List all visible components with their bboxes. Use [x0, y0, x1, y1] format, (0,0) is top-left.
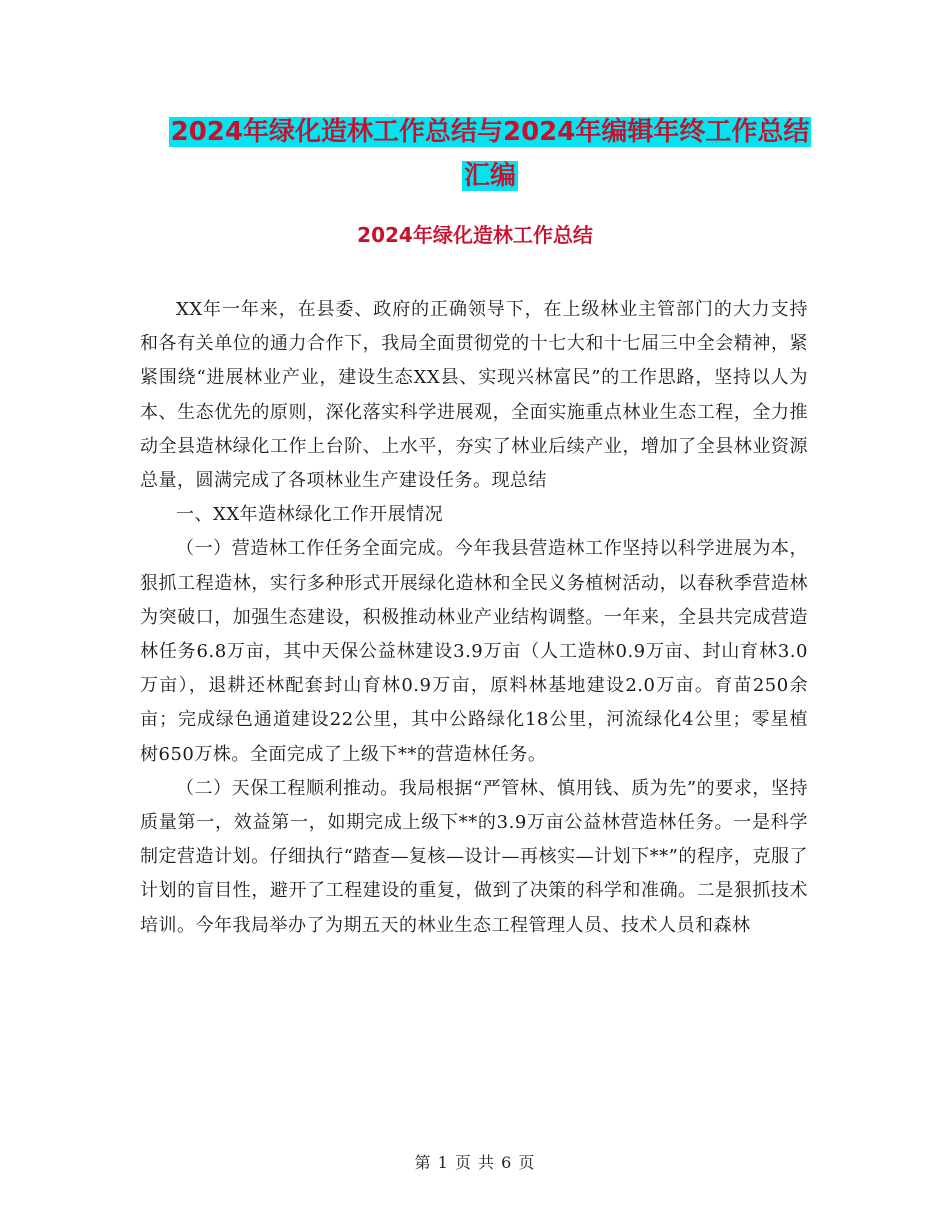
- document-title: [140, 110, 840, 198]
- paragraph-section-1: （一）营造林工作任务全面完成。今年我县营造林工作坚持以科学进展为本，狠抓工程造林，实行多种形式开展绿化造林和全民义务植树活动，以春秋季营造林为突破口，加强生态建设，积极推动林业产业结构调整。一年来，全县共完成营造林任务6.8万亩，其中天保公益林建设3.9万亩（人工造林0.9万亩、封山育林3.0万亩），退耕还林配套封山育林0.9万亩，原料林基地建设2.0万亩。育苗250余亩；完成绿色通道建设22公里，其中公路绿化18公里，河流绿化4公里；零星植树650万株。全面完成了上级下**的营造林任务。: [140, 538, 808, 765]
- document-body: [140, 293, 808, 943]
- paragraph-intro: XX年一年来，在县委、政府的正确领导下，在上级林业主管部门的大力支持和各有关单位的通力合作下，我局全面贯彻党的十七大和十七届三中全会精神，紧紧围绕“进展林业产业，建设生态XX县、实现兴林富民”的工作思路，坚持以人为本、生态优先的原则，深化落实科学进展观，全面实施重点林业生态工程，全力推动全县造林绿化工作上台阶、上水平，夯实了林业后续产业，增加了全县林业资源总量，圆满完成了各项林业生产建设任务。现总结: [140, 299, 808, 492]
- paragraph-section-2: （二）天保工程顺利推动。我局根据“严管林、慎用钱、质为先”的要求，坚持质量第一，效益第一，如期完成上级下**的3.9万亩公益林营造林任务。一是科学制定营造计划。仔细执行“踏查—复核—设计—再核实—计划下**”的程序，克服了计划的盲目性，避开了工程建设的重复，做到了决策的科学和准确。二是狠抓技术培训。今年我局举办了为期五天的林业生态工程管理人员、技术人员和森林: [140, 777, 808, 936]
- document-title-line1: 2024年绿化造林工作总结与2024年编辑年终工作总结: [170, 117, 810, 147]
- page-footer: 第 1 页 共 6 页: [414, 1153, 536, 1172]
- section-title: 2024年绿化造林工作总结: [357, 223, 593, 247]
- paragraph-heading-1: 一、XX年造林绿化工作开展情况: [176, 504, 444, 526]
- document-title-line2: 汇编: [463, 161, 516, 191]
